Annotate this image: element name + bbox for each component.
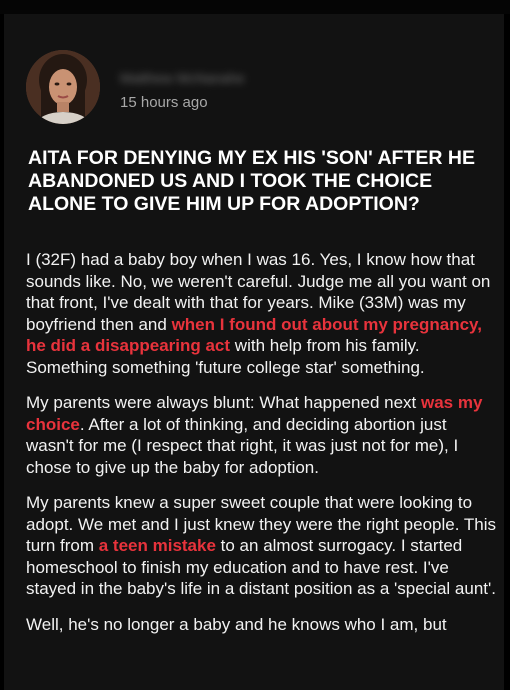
author-avatar[interactable] — [26, 50, 100, 124]
paragraph-4 — [26, 614, 496, 636]
top-bar — [0, 0, 510, 14]
paragraph-2 — [26, 392, 496, 478]
paragraph-1-text-end: with help from his family. Something something 'future college star' something. — [26, 336, 425, 377]
paragraph-2-text: My parents were always blunt: What happened next — [26, 393, 421, 412]
paragraph-1-highlight: when I found out about my pregnancy, he did a disappearing act — [26, 314, 482, 355]
paragraph-2-text-end: . After a lot of thinking, and deciding abortion just wasn't for me (I respect that right, it was just not for me), I chose to give up the baby for adoption. — [26, 414, 459, 477]
paragraph-1 — [26, 249, 496, 378]
author-name[interactable]: Matthew McNanahe — [120, 70, 245, 86]
paragraph-3-text: My parents knew a super sweet couple that were looking to adopt. We met and I just knew they were the right people. This turn from — [26, 493, 496, 555]
avatar-photo-icon — [26, 50, 100, 124]
post-card — [4, 14, 504, 690]
paragraph-4-text: Well, he's no longer a baby and he knows who I am, but — [26, 614, 447, 634]
paragraph-3 — [26, 492, 496, 600]
paragraph-3-text-end: to an almost surrogacy. I started homeschool to finish my education and to have rest. I've stayed in the baby's life in a distant position as a 'special aunt'. — [26, 536, 496, 598]
paragraph-3-highlight: a teen mistake — [98, 536, 216, 555]
post-body — [26, 249, 496, 649]
paragraph-1-text: I (32F) had a baby boy when I was 16. Yes, I know how that sounds like. No, we weren't careful. Judge me all you want on that front, I've dealt with that for years. Mike (33M) was my boyfriend then and — [26, 250, 491, 334]
post-timestamp: 15 hours ago — [120, 94, 208, 111]
paragraph-2-highlight: was my choice — [26, 393, 483, 434]
post-title: AITA FOR DENYING MY EX HIS 'SON' AFTER HE ABANDONED US AND I TOOK THE CHOICE ALONE TO GIVE HIM UP FOR ADOPTION? — [28, 147, 475, 215]
